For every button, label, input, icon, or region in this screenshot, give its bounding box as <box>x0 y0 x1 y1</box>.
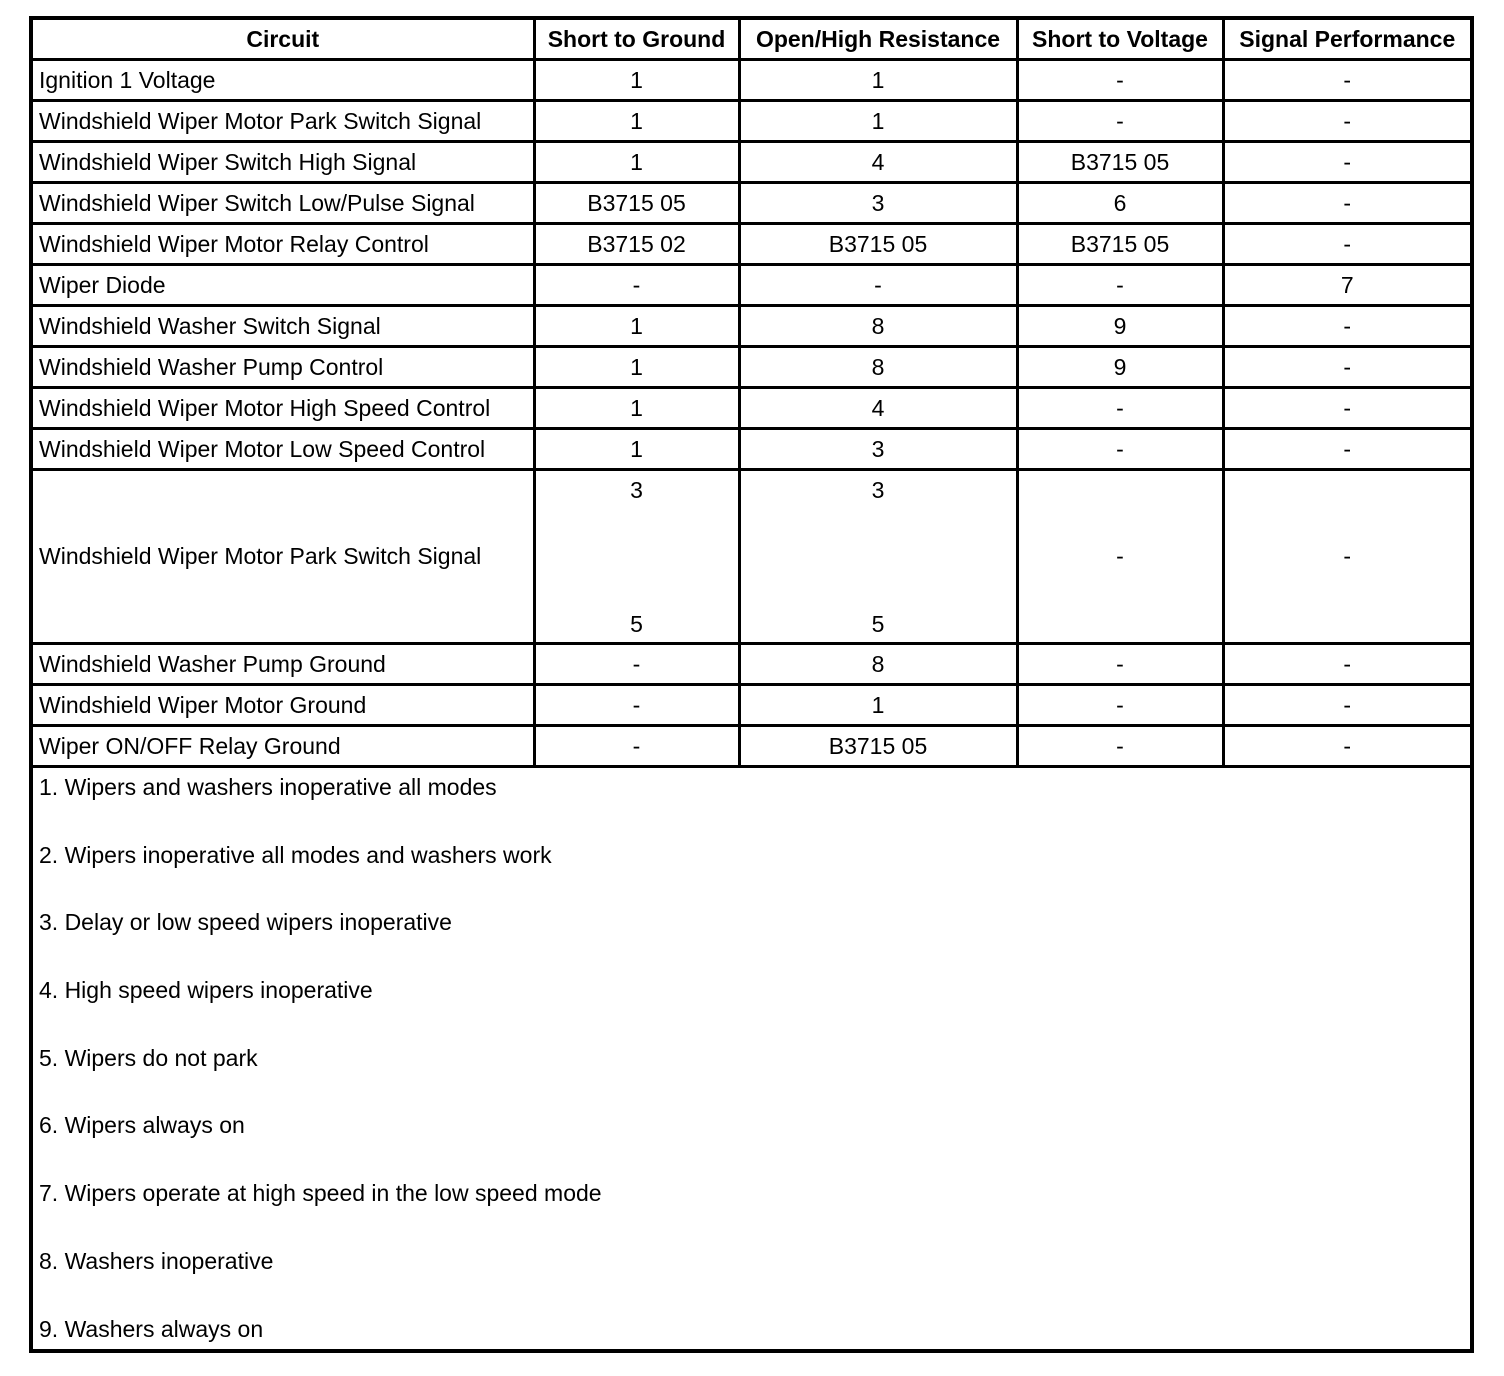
short-to-ground-cell: B3715 05 <box>534 183 739 224</box>
open-high-resistance-cell: 1 <box>739 685 1017 726</box>
signal-performance-cell: - <box>1223 306 1472 347</box>
table-row <box>31 388 1472 429</box>
open-high-resistance-cell: 8 <box>739 347 1017 388</box>
short-to-ground-cell: 1 <box>534 306 739 347</box>
short-to-voltage-cell: B3715 05 <box>1017 224 1223 265</box>
symptom-table <box>29 16 1474 1353</box>
signal-performance-cell: - <box>1223 726 1472 767</box>
signal-performance-cell: - <box>1223 224 1472 265</box>
note-item: 7. Wipers operate at high speed in the low speed mode <box>39 1180 602 1207</box>
table-row <box>31 726 1472 767</box>
open-high-resistance-cell: 1 <box>739 60 1017 101</box>
circuit-cell: Windshield Wiper Motor Park Switch Signal <box>31 101 534 142</box>
signal-performance-cell: - <box>1223 60 1472 101</box>
short-to-ground-cell: - <box>534 265 739 306</box>
open-high-resistance-cell: 3 <box>739 183 1017 224</box>
table-row <box>31 347 1472 388</box>
circuit-cell: Windshield Wiper Motor Relay Control <box>31 224 534 265</box>
short-to-voltage-cell: - <box>1017 60 1223 101</box>
open-high-resistance-cell: 8 <box>739 306 1017 347</box>
short-to-ground-cell: - <box>534 644 739 685</box>
short-to-voltage-cell: - <box>1017 265 1223 306</box>
short-to-voltage-cell: - <box>1017 429 1223 470</box>
table-row <box>31 60 1472 101</box>
signal-performance-cell: - <box>1223 470 1472 644</box>
open-high-resistance-cell: 4 <box>739 388 1017 429</box>
note-item: 2. Wipers inoperative all modes and washers work <box>39 841 552 868</box>
circuit-cell: Windshield Washer Pump Ground <box>31 644 534 685</box>
signal-performance-cell: - <box>1223 644 1472 685</box>
circuit-cell: Windshield Wiper Switch Low/Pulse Signal <box>31 183 534 224</box>
note-item: 1. Wipers and washers inoperative all modes <box>39 774 497 800</box>
table-row <box>31 183 1472 224</box>
note-item: 3. Delay or low speed wipers inoperative <box>39 909 452 936</box>
note-item: 5. Wipers do not park <box>39 1044 258 1071</box>
cell-value: 3 <box>630 477 643 503</box>
short-to-voltage-cell: - <box>1017 685 1223 726</box>
cell-value: 5 <box>871 611 885 637</box>
short-to-ground-cell: 1 <box>534 60 739 101</box>
note-item: 4. High speed wipers inoperative <box>39 977 373 1004</box>
header-short-to-ground: Short to Ground <box>534 18 739 60</box>
signal-performance-cell: - <box>1223 429 1472 470</box>
table-row <box>31 644 1472 685</box>
short-to-ground-cell: 1 <box>534 347 739 388</box>
short-to-voltage-cell: - <box>1017 726 1223 767</box>
open-high-resistance-cell <box>739 470 1017 644</box>
note-item: 9. Washers always on <box>39 1315 264 1342</box>
open-high-resistance-cell: 1 <box>739 101 1017 142</box>
short-to-ground-cell: 1 <box>534 429 739 470</box>
notes-cell <box>31 767 1472 1351</box>
cell-value: 5 <box>630 611 643 637</box>
circuit-cell: Windshield Washer Pump Control <box>31 347 534 388</box>
short-to-voltage-cell: 9 <box>1017 347 1223 388</box>
short-to-ground-cell: 1 <box>534 388 739 429</box>
header-signal-performance: Signal Performance <box>1223 18 1472 60</box>
header-open-high-resistance: Open/High Resistance <box>739 18 1017 60</box>
header-circuit: Circuit <box>31 18 534 60</box>
header-short-to-voltage: Short to Voltage <box>1017 18 1223 60</box>
circuit-cell: Windshield Wiper Motor Ground <box>31 685 534 726</box>
table-row <box>31 224 1472 265</box>
signal-performance-cell: - <box>1223 685 1472 726</box>
note-item: 6. Wipers always on <box>39 1112 245 1139</box>
short-to-voltage-cell: 6 <box>1017 183 1223 224</box>
cell-value: 3 <box>871 477 885 503</box>
short-to-voltage-cell: - <box>1017 644 1223 685</box>
circuit-cell: Wiper Diode <box>31 265 534 306</box>
short-to-voltage-cell: 9 <box>1017 306 1223 347</box>
short-to-voltage-cell: B3715 05 <box>1017 142 1223 183</box>
short-to-ground-cell <box>534 470 739 644</box>
table-row <box>31 265 1472 306</box>
table-row <box>31 306 1472 347</box>
open-high-resistance-cell: 8 <box>739 644 1017 685</box>
circuit-cell: Windshield Washer Switch Signal <box>31 306 534 347</box>
circuit-cell: Windshield Wiper Motor Low Speed Control <box>31 429 534 470</box>
signal-performance-cell: 7 <box>1223 265 1472 306</box>
signal-performance-cell: - <box>1223 347 1472 388</box>
note-item: 8. Washers inoperative <box>39 1247 274 1274</box>
short-to-voltage-cell: - <box>1017 388 1223 429</box>
short-to-ground-cell: - <box>534 685 739 726</box>
signal-performance-cell: - <box>1223 142 1472 183</box>
short-to-voltage-cell: - <box>1017 470 1223 644</box>
table-row <box>31 101 1472 142</box>
short-to-voltage-cell: - <box>1017 101 1223 142</box>
table-row <box>31 685 1472 726</box>
table-row <box>31 470 1472 644</box>
signal-performance-cell: - <box>1223 388 1472 429</box>
table-row <box>31 142 1472 183</box>
notes-row <box>31 767 1472 1351</box>
circuit-cell: Windshield Wiper Motor Park Switch Signal <box>31 470 534 644</box>
table-row <box>31 429 1472 470</box>
short-to-ground-cell: - <box>534 726 739 767</box>
open-high-resistance-cell: 3 <box>739 429 1017 470</box>
open-high-resistance-cell: B3715 05 <box>739 224 1017 265</box>
short-to-ground-cell: 1 <box>534 101 739 142</box>
circuit-cell: Windshield Wiper Switch High Signal <box>31 142 534 183</box>
open-high-resistance-cell: B3715 05 <box>739 726 1017 767</box>
circuit-cell: Ignition 1 Voltage <box>31 60 534 101</box>
short-to-ground-cell: B3715 02 <box>534 224 739 265</box>
circuit-cell: Windshield Wiper Motor High Speed Control <box>31 388 534 429</box>
signal-performance-cell: - <box>1223 183 1472 224</box>
header-row <box>31 18 1472 60</box>
signal-performance-cell: - <box>1223 101 1472 142</box>
short-to-ground-cell: 1 <box>534 142 739 183</box>
open-high-resistance-cell: - <box>739 265 1017 306</box>
open-high-resistance-cell: 4 <box>739 142 1017 183</box>
circuit-cell: Wiper ON/OFF Relay Ground <box>31 726 534 767</box>
